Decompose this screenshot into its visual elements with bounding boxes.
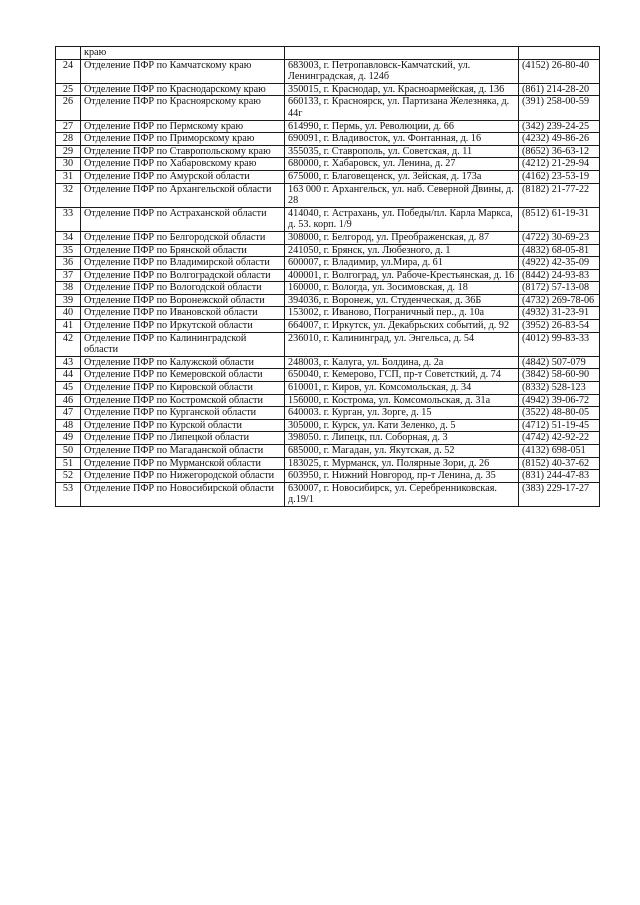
table-row xyxy=(56,445,600,458)
table-row xyxy=(56,120,600,133)
office-address: 640003. г. Курган, ул. Зорге, д. 15 xyxy=(285,407,519,420)
row-number: 37 xyxy=(56,269,81,282)
office-name: Отделение ПФР по Иркутской области xyxy=(81,320,285,333)
table-row xyxy=(56,356,600,369)
office-address: 350015, г. Краснодар, ул. Красноармейская, д. 136 xyxy=(285,83,519,96)
row-number: 34 xyxy=(56,231,81,244)
row-number: 42 xyxy=(56,332,81,356)
row-number: 39 xyxy=(56,294,81,307)
table-row xyxy=(56,145,600,158)
row-number: 40 xyxy=(56,307,81,320)
row-number: 44 xyxy=(56,369,81,382)
office-name: Отделение ПФР по Нижегородской области xyxy=(81,470,285,483)
office-phone: (383) 229-17-27 xyxy=(519,482,600,506)
office-name: Отделение ПФР по Кемеровской области xyxy=(81,369,285,382)
table-row xyxy=(56,257,600,270)
office-address: 603950, г. Нижний Новгород, пр-т Ленина, д. 35 xyxy=(285,470,519,483)
pfr-offices-table xyxy=(55,46,600,507)
office-address: 394036, г. Воронеж, ул. Студенческая, д. 36Б xyxy=(285,294,519,307)
table-row xyxy=(56,207,600,231)
office-address: 600007, г. Владимир, ул.Мира, д. 61 xyxy=(285,257,519,270)
table-row xyxy=(56,457,600,470)
row-number: 36 xyxy=(56,257,81,270)
office-name: Отделение ПФР по Волгоградской области xyxy=(81,269,285,282)
office-name: Отделение ПФР по Красноярскому краю xyxy=(81,96,285,120)
office-address: 241050, г. Брянск, ул. Любезного, д. 1 xyxy=(285,244,519,257)
office-phone: (8152) 40-37-62 xyxy=(519,457,600,470)
office-phone: (831) 244-47-83 xyxy=(519,470,600,483)
office-address: 664007, г. Иркутск, ул. Декабрьских событий, д. 92 xyxy=(285,320,519,333)
table-row xyxy=(56,382,600,395)
office-name: Отделение ПФР по Хабаровскому краю xyxy=(81,158,285,171)
row-number xyxy=(56,47,81,60)
office-address: 400001, г. Волгоград, ул. Рабоче-Крестьянская, д. 16 xyxy=(285,269,519,282)
table-row xyxy=(56,269,600,282)
office-phone: (8172) 57-13-08 xyxy=(519,282,600,295)
row-number: 45 xyxy=(56,382,81,395)
table-row xyxy=(56,432,600,445)
office-name: Отделение ПФР по Магаданской области xyxy=(81,445,285,458)
office-phone: (342) 239-24-25 xyxy=(519,120,600,133)
table-row xyxy=(56,407,600,420)
office-address: 680000, г. Хабаровск, ул. Ленина, д. 27 xyxy=(285,158,519,171)
row-number: 32 xyxy=(56,183,81,207)
office-phone: (4712) 51-19-45 xyxy=(519,419,600,432)
office-name: Отделение ПФР по Краснодарскому краю xyxy=(81,83,285,96)
row-number: 27 xyxy=(56,120,81,133)
row-number: 29 xyxy=(56,145,81,158)
office-name: Отделение ПФР по Кировской области xyxy=(81,382,285,395)
office-name: Отделение ПФР по Владимирской области xyxy=(81,257,285,270)
table-row xyxy=(56,332,600,356)
row-number: 24 xyxy=(56,59,81,83)
table-row xyxy=(56,83,600,96)
office-address: 153002, г. Иваново, Пограничный пер., д. 10а xyxy=(285,307,519,320)
office-phone: (4152) 26-80-40 xyxy=(519,59,600,83)
office-address: 308000, г. Белгород, ул. Преображенская, д. 87 xyxy=(285,231,519,244)
office-phone: (4162) 23-53-19 xyxy=(519,170,600,183)
row-number: 38 xyxy=(56,282,81,295)
table-row xyxy=(56,96,600,120)
row-number: 48 xyxy=(56,419,81,432)
office-name: Отделение ПФР по Амурской области xyxy=(81,170,285,183)
row-number: 30 xyxy=(56,158,81,171)
office-phone: (4012) 99-83-33 xyxy=(519,332,600,356)
office-phone: (3522) 48-80-05 xyxy=(519,407,600,420)
office-phone: (8182) 21-77-22 xyxy=(519,183,600,207)
office-name: Отделение ПФР по Курской области xyxy=(81,419,285,432)
office-address: 305000, г. Курск, ул. Кати Зеленко, д. 5 xyxy=(285,419,519,432)
row-number: 52 xyxy=(56,470,81,483)
table-row xyxy=(56,482,600,506)
office-name: Отделение ПФР по Вологодской области xyxy=(81,282,285,295)
office-phone: (4732) 269-78-06 xyxy=(519,294,600,307)
office-phone: (4932) 31-23-91 xyxy=(519,307,600,320)
office-name: Отделение ПФР по Брянской области xyxy=(81,244,285,257)
table-row-continuation xyxy=(56,47,600,60)
office-name: Отделение ПФР по Астраханской области xyxy=(81,207,285,231)
office-address: 610001, г. Киров, ул. Комсомольская, д. 34 xyxy=(285,382,519,395)
row-number: 53 xyxy=(56,482,81,506)
office-name: Отделение ПФР по Архангельской области xyxy=(81,183,285,207)
table-body xyxy=(56,47,600,507)
office-name: Отделение ПФР по Воронежской области xyxy=(81,294,285,307)
table-row xyxy=(56,133,600,146)
row-number: 51 xyxy=(56,457,81,470)
table-row xyxy=(56,158,600,171)
table-row xyxy=(56,183,600,207)
office-name: Отделение ПФР по Липецкой области xyxy=(81,432,285,445)
office-address: 160000, г. Вологда, ул. Зосимовская, д. 18 xyxy=(285,282,519,295)
office-name: Отделение ПФР по Курганской области xyxy=(81,407,285,420)
office-name: Отделение ПФР по Костромской области xyxy=(81,394,285,407)
office-phone: (3842) 58-60-90 xyxy=(519,369,600,382)
row-number: 41 xyxy=(56,320,81,333)
office-address: 398050. г. Липецк, пл. Соборная, д. 3 xyxy=(285,432,519,445)
row-number: 28 xyxy=(56,133,81,146)
office-phone: (8512) 61-19-31 xyxy=(519,207,600,231)
row-number: 50 xyxy=(56,445,81,458)
office-name: Отделение ПФР по Приморскому краю xyxy=(81,133,285,146)
office-phone: (4722) 30-69-23 xyxy=(519,231,600,244)
table-row xyxy=(56,170,600,183)
table-row xyxy=(56,369,600,382)
office-address: 660133, г. Красноярск, ул. Партизана Железняка, д. 44г xyxy=(285,96,519,120)
office-address: 690091, г. Владивосток, ул. Фонтанная, д. 16 xyxy=(285,133,519,146)
table-row xyxy=(56,244,600,257)
office-phone: (4842) 507-079 xyxy=(519,356,600,369)
office-name: Отделение ПФР по Пермскому краю xyxy=(81,120,285,133)
table-row xyxy=(56,419,600,432)
office-phone: (4942) 39-06-72 xyxy=(519,394,600,407)
table-row xyxy=(56,282,600,295)
office-address: 614990, г. Пермь, ул. Революции, д. 66 xyxy=(285,120,519,133)
office-phone: (8332) 528-123 xyxy=(519,382,600,395)
office-address: 630007, г. Новосибирск, ул. Серебренниковская. д.19/1 xyxy=(285,482,519,506)
office-address: 414040, г. Астрахань, ул. Победы/пл. Карла Маркса, д. 53. корп. 1/9 xyxy=(285,207,519,231)
office-address xyxy=(285,47,519,60)
office-phone: (8652) 36-63-12 xyxy=(519,145,600,158)
office-name: Отделение ПФР по Белгородской области xyxy=(81,231,285,244)
office-phone: (4742) 42-92-22 xyxy=(519,432,600,445)
document-page xyxy=(55,46,599,507)
office-name: Отделение ПФР по Камчатскому краю xyxy=(81,59,285,83)
office-address: 685000, г. Магадан, ул. Якутская, д. 52 xyxy=(285,445,519,458)
office-name: Отделение ПФР по Новосибирской области xyxy=(81,482,285,506)
office-address: 163 000 г. Архангельск, ул. наб. Северной Двины, д. 28 xyxy=(285,183,519,207)
office-address: 236010, г. Калининград, ул. Энгельса, д. 54 xyxy=(285,332,519,356)
row-number: 43 xyxy=(56,356,81,369)
office-phone: (4212) 21-29-94 xyxy=(519,158,600,171)
office-address: 683003, г. Петропавловск-Камчатский, ул. Ленинградская, д. 124б xyxy=(285,59,519,83)
table-row xyxy=(56,394,600,407)
office-address: 650040, г. Кемерово, ГСП, пр-т Советсткий, д. 74 xyxy=(285,369,519,382)
table-row xyxy=(56,320,600,333)
row-number: 46 xyxy=(56,394,81,407)
office-name: Отделение ПФР по Ивановской области xyxy=(81,307,285,320)
row-number: 26 xyxy=(56,96,81,120)
table-row xyxy=(56,231,600,244)
row-number: 47 xyxy=(56,407,81,420)
row-number: 31 xyxy=(56,170,81,183)
table-row xyxy=(56,59,600,83)
office-name: Отделение ПФР по Ставропольскому краю xyxy=(81,145,285,158)
office-name: краю xyxy=(81,47,285,60)
office-address: 248003, г. Калуга, ул. Болдина, д. 2а xyxy=(285,356,519,369)
row-number: 25 xyxy=(56,83,81,96)
office-phone: (861) 214-28-20 xyxy=(519,83,600,96)
office-phone: (4832) 68-05-81 xyxy=(519,244,600,257)
office-address: 355035, г. Ставрополь, ул. Советская, д. 11 xyxy=(285,145,519,158)
row-number: 33 xyxy=(56,207,81,231)
office-phone: (3952) 26-83-54 xyxy=(519,320,600,333)
table-row xyxy=(56,470,600,483)
table-row xyxy=(56,307,600,320)
table-row xyxy=(56,294,600,307)
row-number: 35 xyxy=(56,244,81,257)
office-address: 675000, г. Благовещенск, ул. Зейская, д. 173а xyxy=(285,170,519,183)
office-phone xyxy=(519,47,600,60)
office-phone: (4922) 42-35-09 xyxy=(519,257,600,270)
office-phone: (8442) 24-93-83 xyxy=(519,269,600,282)
office-name: Отделение ПФР по Калининградской области xyxy=(81,332,285,356)
office-name: Отделение ПФР по Мурманской области xyxy=(81,457,285,470)
office-address: 156000, г. Кострома, ул. Комсомольская, д. 31а xyxy=(285,394,519,407)
office-phone: (4132) 698-051 xyxy=(519,445,600,458)
office-phone: (4232) 49-86-26 xyxy=(519,133,600,146)
row-number: 49 xyxy=(56,432,81,445)
office-name: Отделение ПФР по Калужской области xyxy=(81,356,285,369)
office-address: 183025, г. Мурманск, ул. Полярные Зори, д. 26 xyxy=(285,457,519,470)
office-phone: (391) 258-00-59 xyxy=(519,96,600,120)
